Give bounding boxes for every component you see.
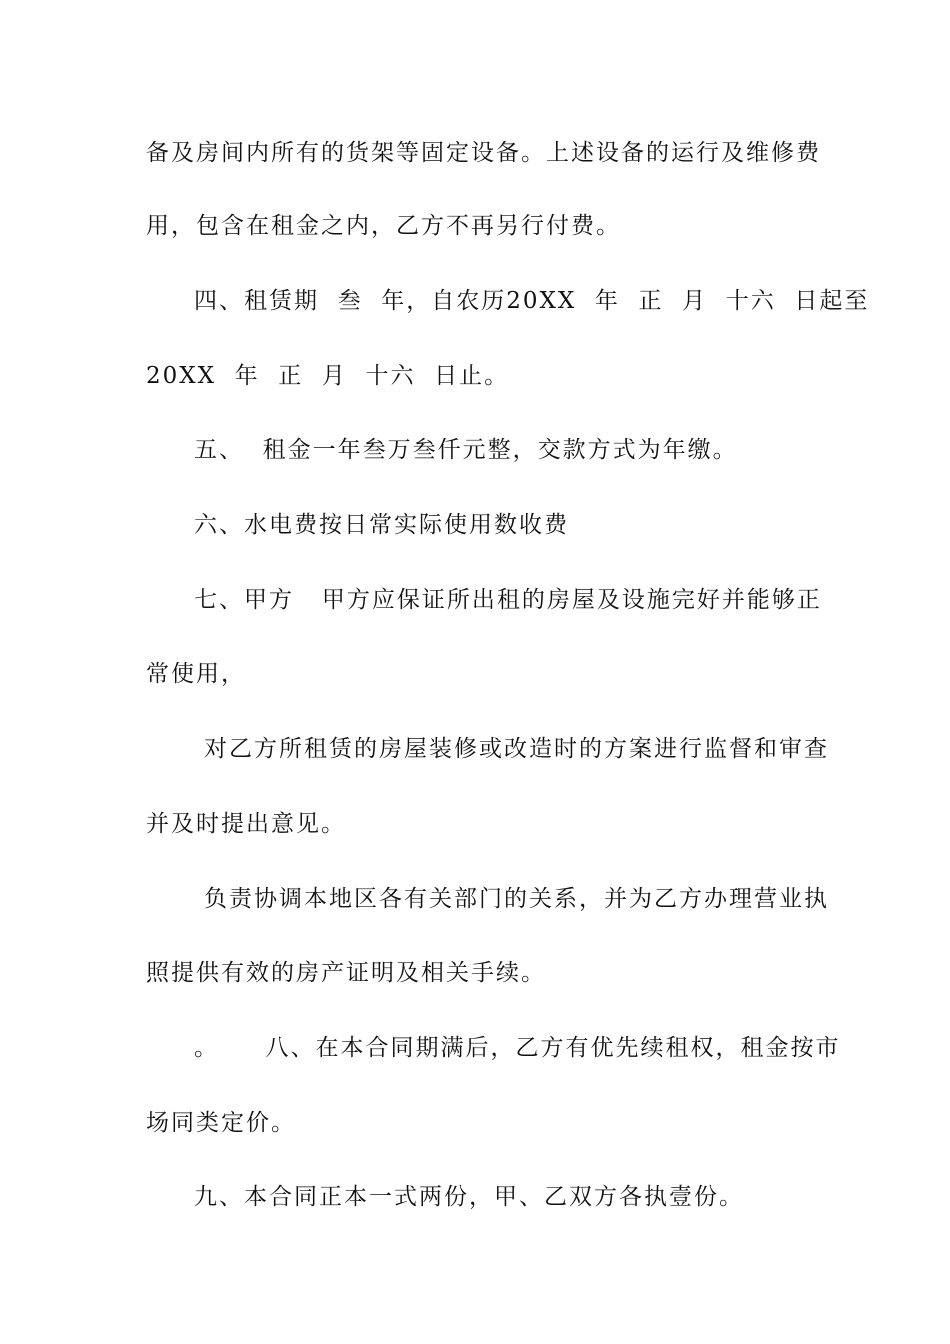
clause-7-party-a: 七、甲方 甲方应保证所出租的房屋及设施完好并能够正 <box>194 587 822 613</box>
contract-text-line: 照提供有效的房产证明及相关手续。 <box>146 960 546 986</box>
clause-6-utilities: 六、水电费按日常实际使用数收费 <box>194 512 569 538</box>
contract-text-line: 备及房间内所有的货架等固定设备。上述设备的运行及维修费 <box>146 140 821 166</box>
clause-5-rent: 五、 租金一年叁万叁仟元整，交款方式为年缴。 <box>194 437 738 463</box>
contract-text-line: 对乙方所租赁的房屋装修或改造时的方案进行监督和审查 <box>204 736 829 762</box>
clause-9-copies: 九、本合同正本一式两份，甲、乙双方各执壹份。 <box>194 1184 744 1210</box>
clause-8-renewal: 。 八、在本合同期满后，乙方有优先续租权，租金按市 <box>194 1035 841 1061</box>
contract-text-line: 用，包含在租金之内，乙方不再另行付费。 <box>146 213 621 239</box>
contract-text-line: 场同类定价。 <box>146 1110 296 1136</box>
contract-text-line: 常使用， <box>146 661 246 687</box>
contract-text-line: 负责协调本地区各有关部门的关系，并为乙方办理营业执 <box>204 886 829 912</box>
contract-text-line: 20XX 年 正 月 十六 日止。 <box>146 363 510 389</box>
clause-4-lease-term: 四、租赁期 叁 年，自农历20XX 年 正 月 十六 日起至 <box>194 288 870 314</box>
contract-text-line: 并及时提出意见。 <box>146 811 346 837</box>
